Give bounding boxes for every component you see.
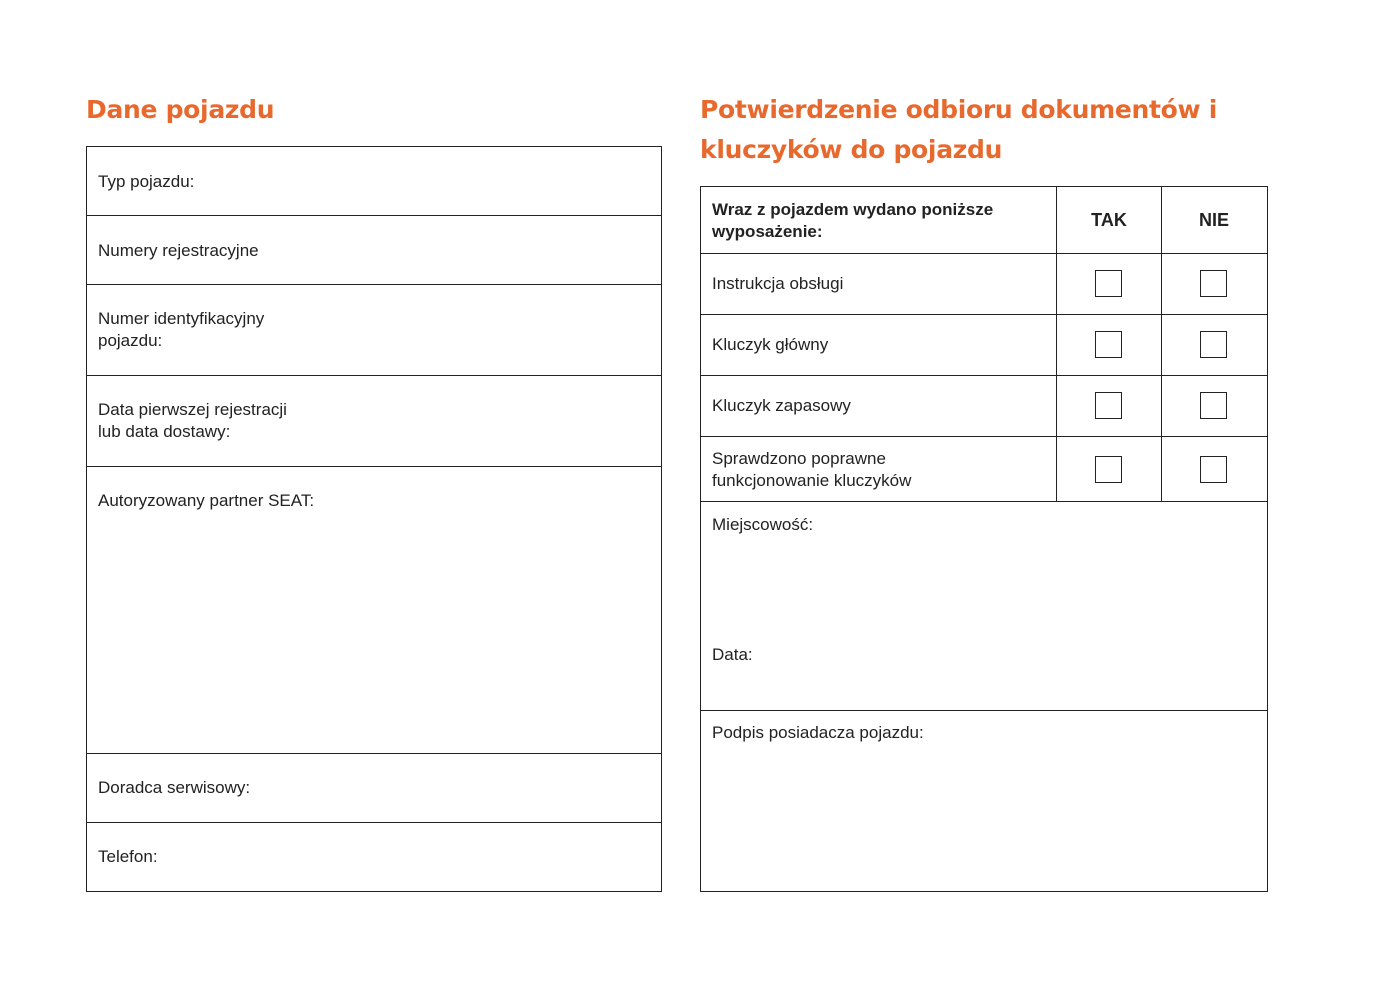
registration-numbers-label: Numery rejestracyjne: [98, 241, 259, 260]
spare-key-yes-checkbox[interactable]: [1095, 392, 1122, 419]
main-key-yes-checkbox[interactable]: [1095, 331, 1122, 358]
table-row: [701, 315, 1267, 376]
item-spare-key-label: Kluczyk zapasowy: [712, 396, 851, 415]
key-check-yes-checkbox[interactable]: [1095, 456, 1122, 483]
signature-label: Podpis posiadacza pojazdu:: [712, 723, 924, 742]
vehicle-type-label: Typ pojazdu:: [98, 172, 195, 191]
form-row-phone[interactable]: [87, 823, 661, 891]
col-no-header: NIE: [1198, 210, 1229, 230]
vehicle-data-title: Dane pojazdu: [86, 95, 275, 124]
place-label: Miejscowość:: [712, 515, 814, 534]
table-row: [701, 376, 1267, 437]
phone-label: Telefon:: [98, 847, 158, 866]
item-main-key-label: Kluczyk główny: [712, 335, 829, 354]
place-date-section[interactable]: [701, 502, 1267, 711]
confirmation-form: [700, 186, 1268, 892]
form-row-first-registration[interactable]: [87, 376, 661, 467]
equipment-header: Wraz z pojazdem wydano poniższe wyposażenie:: [712, 200, 994, 241]
main-key-no-checkbox[interactable]: [1200, 331, 1227, 358]
key-check-no-checkbox[interactable]: [1200, 456, 1227, 483]
signature-section[interactable]: [701, 711, 1267, 891]
vin-label: Numer identyfikacyjny pojazdu:: [98, 309, 265, 350]
first-registration-label: Data pierwszej rejestracji lub data dostawy:: [98, 400, 287, 441]
table-header-row: [701, 187, 1267, 254]
col-yes-header: TAK: [1091, 210, 1127, 230]
form-row-vehicle-type[interactable]: [87, 147, 661, 216]
table-row: [701, 437, 1267, 502]
item-manual-label: Instrukcja obsługi: [712, 274, 844, 293]
form-row-service-advisor[interactable]: [87, 754, 661, 823]
service-advisor-label: Doradca serwisowy:: [98, 778, 251, 797]
form-row-vin[interactable]: [87, 285, 661, 376]
table-row: [701, 254, 1267, 315]
confirmation-title: Potwierdzenie odbioru dokumentów i kluczyków do pojazdu: [700, 95, 1217, 164]
dealer-label: Autoryzowany partner SEAT:: [98, 491, 315, 510]
item-key-check-label: Sprawdzono poprawne funkcjonowanie kluczyków: [712, 449, 912, 490]
date-label: Data:: [712, 645, 753, 664]
vehicle-data-form: [86, 146, 662, 892]
manual-yes-checkbox[interactable]: [1095, 270, 1122, 297]
form-row-registration-numbers[interactable]: [87, 216, 661, 285]
spare-key-no-checkbox[interactable]: [1200, 392, 1227, 419]
form-row-dealer[interactable]: [87, 467, 661, 754]
manual-no-checkbox[interactable]: [1200, 270, 1227, 297]
